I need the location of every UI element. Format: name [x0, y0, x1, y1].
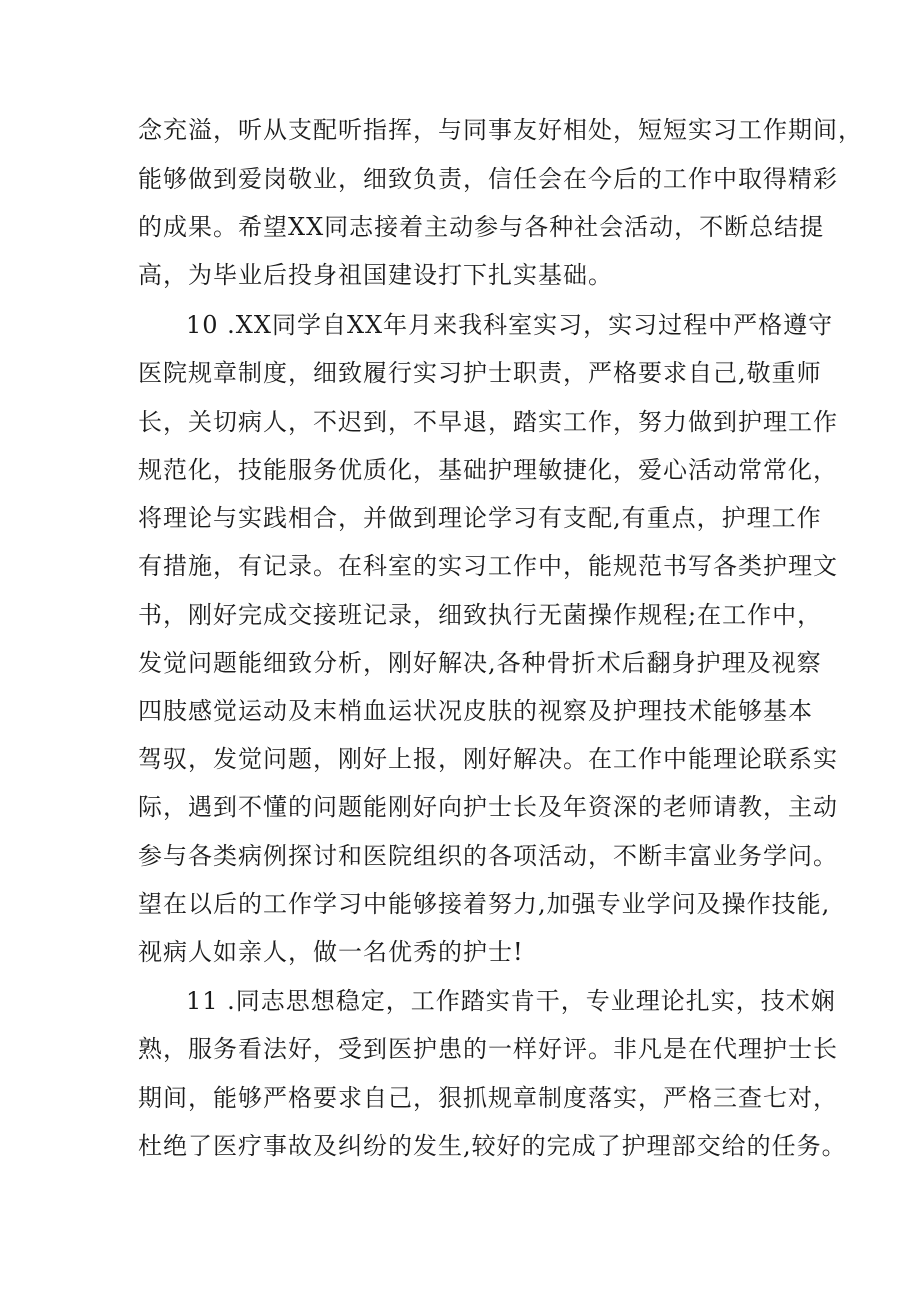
text-line: 参与各类病例探讨和医院组织的各项活动，不断丰富业务学问。	[138, 842, 838, 870]
text-line: 有措施，有记录。在科室的实习工作中，能规范书写各类护理文	[138, 552, 838, 580]
text-line: 书，刚好完成交接班记录，细致执行无菌操作规程;在工作中，	[138, 601, 823, 629]
text-line: 杜绝了医疗事故及纠纷的发生,较好的完成了护理部交给的任务。	[138, 1132, 847, 1160]
text-line: 医院规章制度，细致履行实习护士职责，严格要求自己,敬重师	[138, 359, 822, 387]
text-line: 四肢感觉运动及末梢血运状况皮肤的视察及护理技术能够基本	[138, 697, 813, 725]
text-line: 驾驭，发觉问题，刚好上报，刚好解决。在工作中能理论联系实	[138, 745, 838, 773]
text-line: 望在以后的工作学习中能够接着努力,加强专业学问及操作技能,	[138, 890, 831, 918]
paragraph-11-first-line: 11 .同志思想稳定，工作踏实肯干，专业理论扎实，技术娴	[186, 987, 836, 1015]
text-line: 的成果。希望XX同志接着主动参与各种社会活动，不断总结提	[138, 213, 825, 241]
text-line: 能够做到爱岗敬业，细致负责，信任会在今后的工作中取得精彩	[138, 165, 838, 193]
text-line: 规范化，技能服务优质化，基础护理敏捷化，爱心活动常常化，	[138, 456, 838, 484]
paragraph-10-first-line: 10 .XX同学自XX年月来我科室实习，实习过程中严格遵守	[186, 311, 834, 339]
text-line: 期间，能够严格要求自己，狠抓规章制度落实，严格三查七对，	[138, 1084, 838, 1112]
text-line: 将理论与实践相合，并做到理论学习有支配,有重点，护理工作	[138, 504, 822, 532]
text-line: 熟，服务看法好，受到医护患的一样好评。非凡是在代理护士长	[138, 1035, 838, 1063]
text-line: 视病人如亲人，做一名优秀的护士!	[138, 938, 524, 966]
text-line: 际，遇到不懂的问题能刚好向护士长及年资深的老师请教，主动	[138, 793, 838, 821]
text-line: 念充溢，听从支配听指挥，与同事友好相处，短短实习工作期间，	[138, 116, 863, 144]
text-line: 高，为毕业后投身祖国建设打下扎实基础。	[138, 261, 613, 289]
text-line: 长，关切病人，不迟到，不早退，踏实工作，努力做到护理工作	[138, 408, 838, 436]
text-line: 发觉问题能细致分析，刚好解决,各种骨折术后翻身护理及视察	[138, 649, 822, 677]
